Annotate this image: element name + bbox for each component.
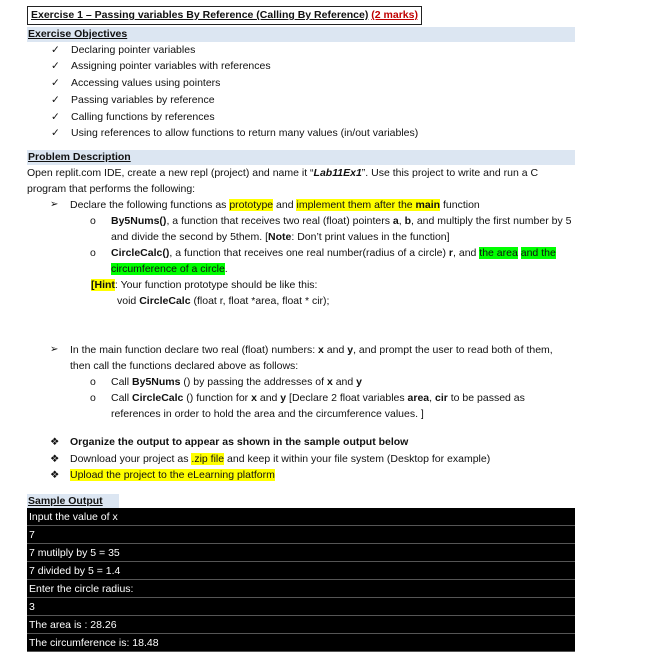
upload-item: ❖ Upload the project to the eLearning platform	[27, 467, 575, 484]
sample-output-console	[27, 508, 575, 652]
arrow-bullet-icon: ➢	[50, 344, 59, 356]
by5nums-item: o By5Nums(), a function that receives two real (float) pointers a, b, and multiply the first number by 5 and divide the second by 5them. [Note: Don’t print values in the function]	[90, 215, 572, 244]
circlecalc-item: o CircleCalc(), a function that receives one real number(radius of a circle) r, and the area and the circumference of a circle.	[90, 247, 556, 276]
list-item: ✓ Passing variables by reference	[27, 92, 575, 109]
console-line: 3	[27, 598, 575, 616]
sample-output-heading: Sample Output	[27, 494, 119, 508]
exercise-title	[27, 6, 422, 25]
console-line: 7 divided by 5 = 1.4	[27, 562, 575, 580]
circle-bullet-icon: o	[90, 392, 96, 405]
marks-text: (2 marks)	[371, 9, 418, 21]
main-function-item: ➢ In the main function declare two real (float) numbers: x and y, and prompt the user to read both of them, then call the functions declared above as follows:	[50, 344, 553, 373]
checkmark-icon: ✓	[51, 60, 60, 73]
hint-line: [Hint: Your function prototype should be like this:	[91, 279, 318, 292]
list-item: ✓ Declaring pointer variables	[27, 42, 575, 59]
call-by5nums-item: o Call By5Nums () by passing the addresses of x and y	[90, 376, 362, 389]
checkmark-icon: ✓	[51, 93, 60, 106]
title-text: Exercise 1 – Passing variables By Reference (Calling By Reference)	[31, 9, 369, 21]
list-item: ✓ Assigning pointer variables with references	[27, 58, 575, 75]
console-line: The circumference is: 18.48	[27, 634, 575, 652]
diamond-bullet-icon: ❖	[50, 452, 60, 465]
console-line: 7 mutilply by 5 = 35	[27, 544, 575, 562]
checkmark-icon: ✓	[51, 77, 60, 90]
console-line: 7	[27, 526, 575, 544]
console-line: Enter the circle radius:	[27, 580, 575, 598]
organize-item: ❖ Organize the output to appear as shown in the sample output below	[27, 434, 575, 451]
list-item: ✓ Calling functions by references	[27, 109, 575, 126]
list-item: ✓ Using references to allow functions to return many values (in/out variables)	[27, 125, 575, 142]
diamond-bullet-icon: ❖	[50, 436, 60, 449]
call-circlecalc-item: o Call CircleCalc () function for x and y [Declare 2 float variables area, cir to be passed as references in order to hold the area and the circumference values. ]	[90, 392, 525, 421]
checkmark-icon: ✓	[51, 127, 60, 140]
objectives-list	[27, 42, 575, 143]
circle-bullet-icon: o	[90, 215, 96, 228]
circle-bullet-icon: o	[90, 247, 96, 260]
diamond-bullet-icon: ❖	[50, 469, 60, 482]
console-line: The area is : 28.26	[27, 616, 575, 634]
checkmark-icon: ✓	[51, 43, 60, 56]
list-item: ✓ Accessing values using pointers	[27, 75, 575, 92]
console-line: Input the value of x	[27, 508, 575, 526]
circle-bullet-icon: o	[90, 376, 96, 389]
prototype-line: void CircleCalc (float r, float *area, float * cir);	[117, 295, 330, 308]
problem-heading: Problem Description	[27, 150, 575, 165]
document-page	[27, 6, 575, 652]
checkmark-icon: ✓	[51, 110, 60, 123]
problem-intro: Open replit.com IDE, create a new repl (project) and name it “Lab11Ex1”. Use this project to write and run a C program that performs the following:	[27, 167, 539, 196]
arrow-bullet-icon: ➢	[50, 199, 59, 211]
declare-item: ➢ Declare the following functions as prototype and implement them after the main function	[50, 199, 480, 212]
objectives-heading: Exercise Objectives	[27, 27, 575, 42]
download-item: ❖ Download your project as .zip file and keep it within your file system (Desktop for example)	[27, 451, 575, 468]
